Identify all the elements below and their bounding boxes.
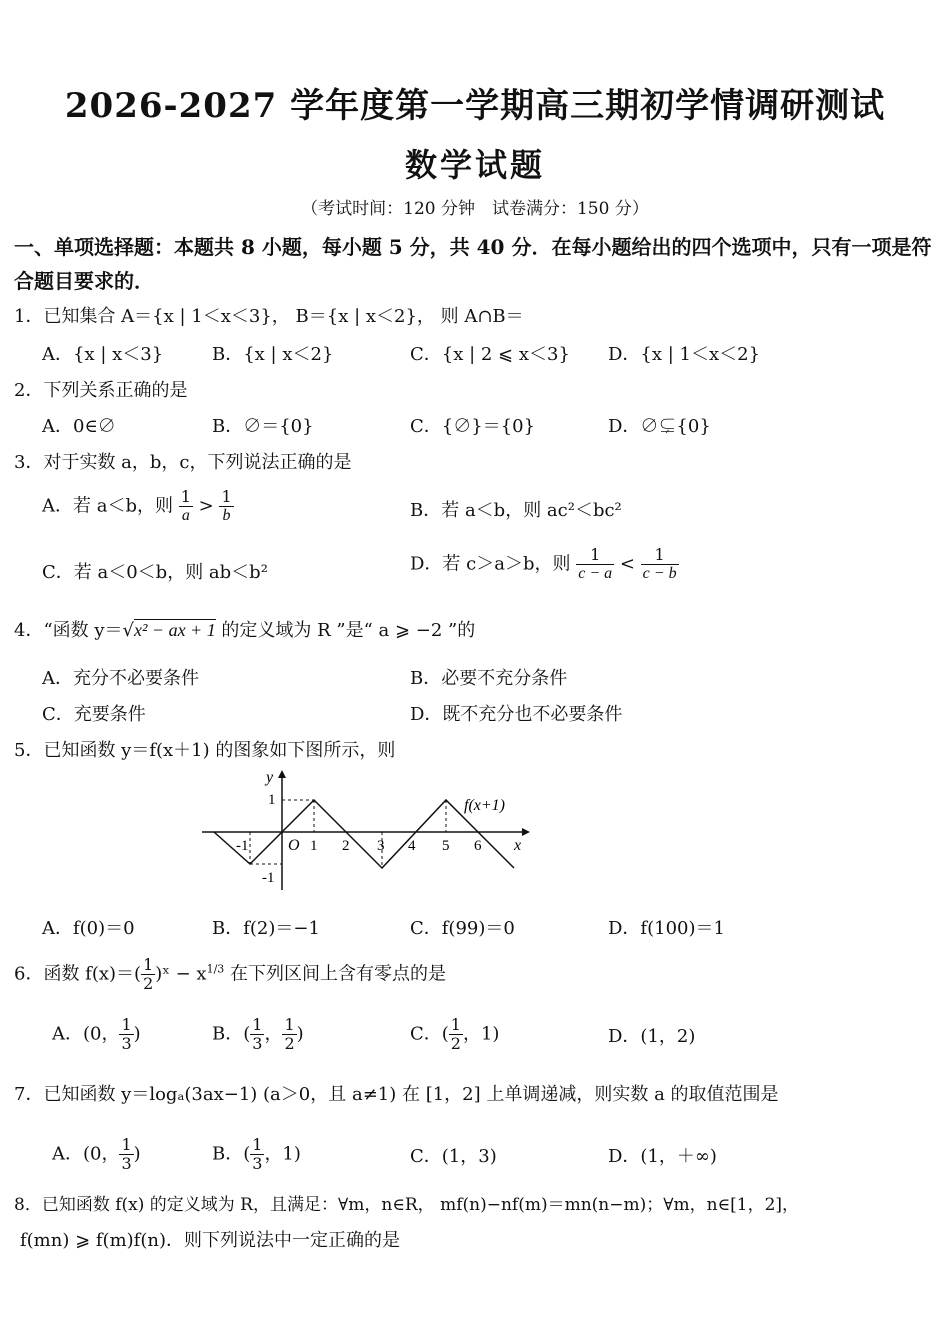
curve-label: f(x+1) — [464, 797, 505, 814]
q3-option-c: C．若 a＜0＜b，则 ab＜b² — [42, 562, 268, 583]
q7-option-a: A．(0， $\frac{1}{3}$ ) — [52, 1135, 141, 1173]
x-axis-label: x — [514, 837, 522, 854]
question-8-line-2: f(mn) ⩾ f(m)f(n)．则下列说法中一定正确的是 — [20, 1230, 400, 1251]
section-heading: 一、单项选择题：本题共 8 小题，每小题 5 分，共 40 分．在每小题给出的四个选项中，只有一项是符合题目要求的． — [14, 235, 932, 293]
x-tick-label: 6 — [474, 838, 482, 854]
fraction: $\frac{1}{3}$ — [252, 1135, 263, 1173]
fraction: $\frac{1}{b}$ — [221, 487, 232, 524]
q4-option-a: A．充分不必要条件 — [42, 668, 199, 689]
q5-option-c: C．f(99)＝0 — [410, 918, 515, 939]
fraction: $\frac{1}{3}$ — [121, 1135, 132, 1173]
sqrt-sign: √ — [122, 620, 135, 641]
q6-option-d: D．(1，2) — [608, 1026, 696, 1047]
q1-option-d: D．{x | 1＜x＜2} — [608, 344, 761, 365]
fraction: $\frac{1}{2}$ — [143, 955, 154, 993]
x-tick-label: 5 — [442, 838, 450, 854]
question-6: 6．函数 f(x)＝( $\frac{1}{2}$ )ˣ − $x^{1/3}$ 在下列区间上含有零点的是 — [14, 955, 447, 993]
y-axis-label: y — [266, 769, 274, 786]
subject-title: 数学试题 — [404, 146, 545, 184]
origin-label: O — [288, 837, 300, 854]
fraction: $\frac{1}{3}$ — [252, 1015, 263, 1053]
q6-option-b: B．( $\frac{1}{3}$ ， $\frac{1}{2}$ ) — [212, 1015, 304, 1053]
x-tick-label: 3 — [377, 838, 385, 854]
q5-option-d: D．f(100)＝1 — [608, 918, 725, 939]
x-tick-label: -1 — [236, 838, 249, 854]
q3-option-b: B．若 a＜b，则 ac²＜bc² — [410, 500, 622, 521]
q3-option-a: A．若 a＜b，则 $\frac{1}{a}$ > $\frac{1}{b}$ — [42, 487, 232, 524]
page-title: 2026-2027 学年度第一学期高三期初学情调研测试 — [64, 86, 886, 126]
question-8-line-1: 8．已知函数 f(x) 的定义域为 R，且满足：∀m，n∈R， mf(n)−nf(m)＝mn(n−m)；∀m，n∈[1，2]， — [14, 1195, 800, 1215]
exam-info: （考试时间：120 分钟 试卷满分：150 分） — [301, 199, 649, 219]
fraction: $\frac{1}{2}$ — [450, 1015, 461, 1053]
q2-option-b: B．∅＝{0} — [212, 416, 314, 437]
y-tick-label: 1 — [268, 792, 276, 808]
q1-option-b: B．{x | x＜2} — [212, 344, 334, 365]
q3-option-d: D．若 c＞a＞b，则 $\frac{1}{c - a}$ < $\frac{1}{c - b}$ — [410, 545, 677, 582]
q7-option-d: D．(1，＋∞) — [608, 1146, 717, 1167]
q4-option-d: D．既不充分也不必要条件 — [410, 704, 623, 725]
fraction: $\frac{1}{c - a}$ — [578, 545, 613, 582]
x-tick-label: 2 — [342, 838, 350, 854]
q5-option-b: B．f(2)＝−1 — [212, 918, 320, 939]
q1-option-a: A．{x | x＜3} — [42, 344, 164, 365]
x-tick-label: 1 — [310, 838, 318, 854]
question-2: 2．下列关系正确的是 — [14, 380, 188, 401]
q7-option-c: C．(1，3) — [410, 1146, 497, 1167]
q6-option-a: A．(0， $\frac{1}{3}$ ) — [52, 1015, 141, 1053]
q4-option-b: B．必要不充分条件 — [410, 668, 568, 689]
question-4: 4．“函数 y＝√x² − ax + 1 的定义域为 R ”是“ a ⩾ −2 ”的 — [14, 620, 476, 641]
q7-option-b: B．( $\frac{1}{3}$ ，1) — [212, 1135, 301, 1173]
y-tick-label: -1 — [262, 870, 275, 886]
y-axis-arrow — [278, 770, 286, 778]
fraction: $\frac{1}{c - b}$ — [642, 545, 677, 582]
function-graph — [196, 768, 536, 898]
q1-option-c: C．{x | 2 ⩽ x＜3} — [410, 344, 570, 365]
q2-option-d: D．∅⊊{0} — [608, 416, 711, 437]
question-7: 7．已知函数 y＝logₐ(3ax−1) (a＞0，且 a≠1) 在 [1，2] 上单调递减，则实数 a 的取值范围是 — [14, 1084, 779, 1105]
q5-option-a: A．f(0)＝0 — [42, 918, 135, 939]
q6-option-c: C．( $\frac{1}{2}$ ，1) — [410, 1015, 500, 1053]
exponent-one-third: 1/3 — [206, 962, 225, 976]
question-3: 3．对于实数 a，b，c，下列说法正确的是 — [14, 452, 352, 473]
question-1: 1．已知集合 A＝{x | 1＜x＜3}， B＝{x | x＜2}， 则 A∩B＝ — [14, 306, 524, 327]
fraction: $\frac{1}{a}$ — [180, 487, 191, 524]
fraction: $\frac{1}{2}$ — [284, 1015, 295, 1053]
x-tick-label: 4 — [408, 838, 416, 854]
fraction: $\frac{1}{3}$ — [121, 1015, 132, 1053]
question-5: 5．已知函数 y＝f(x＋1) 的图象如下图所示，则 — [14, 740, 396, 761]
q3-option-d-text: D．若 c＞a＞b，则 — [410, 553, 571, 575]
q2-option-c: C．{∅}＝{0} — [410, 416, 536, 437]
q3-option-a-text: A．若 a＜b，则 — [42, 495, 173, 517]
q2-option-a: A．0∈∅ — [42, 416, 116, 437]
q4-option-c: C．充要条件 — [42, 704, 146, 725]
x-axis-arrow — [522, 828, 530, 836]
